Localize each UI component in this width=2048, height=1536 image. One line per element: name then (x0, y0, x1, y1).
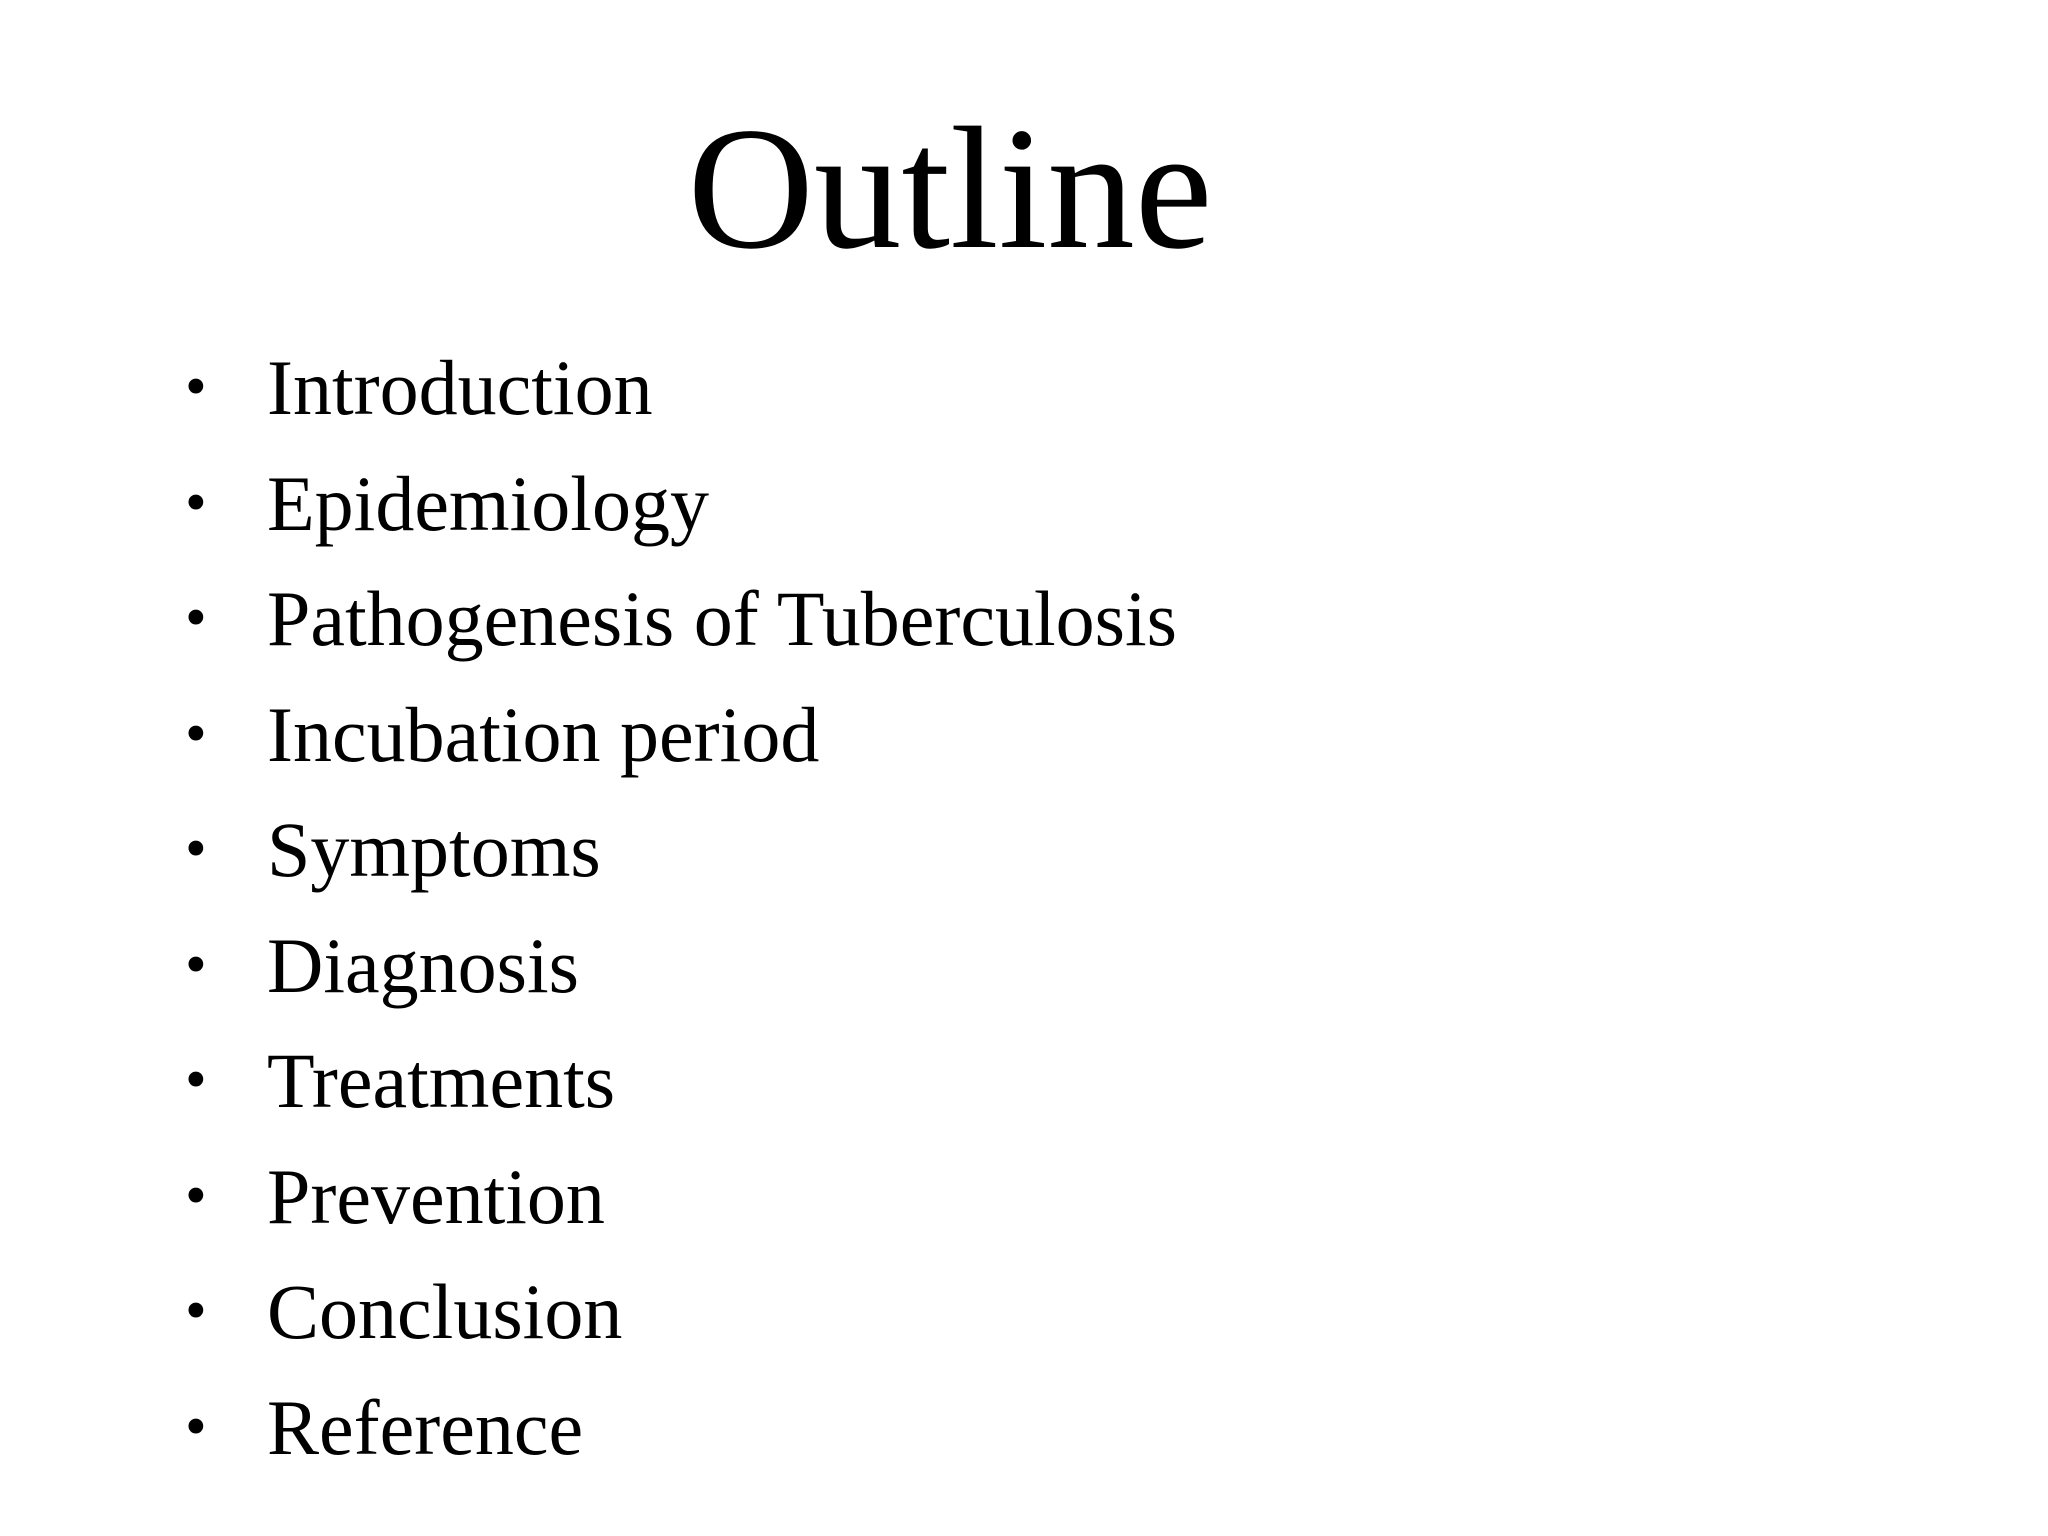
list-item (185, 446, 1177, 562)
list-item (185, 561, 1177, 677)
list-item (185, 677, 1177, 793)
list-item-label: Introduction (267, 344, 653, 431)
list-item-label: Treatments (267, 1037, 616, 1124)
bullet-icon: • (185, 1277, 207, 1345)
bullet-icon: • (185, 1046, 207, 1114)
list-item-label: Reference (267, 1383, 584, 1471)
bullet-icon: • (185, 468, 207, 537)
bullet-icon: • (185, 815, 207, 883)
bullet-icon: • (185, 353, 207, 421)
list-item-label: Epidemiology (267, 459, 709, 547)
list-item (185, 1023, 1177, 1139)
list-item (185, 1370, 1177, 1486)
list-item-label: Pathogenesis of Tuberculosis (267, 575, 1178, 662)
list-item (185, 1254, 1177, 1370)
list-item-label: Diagnosis (267, 921, 579, 1009)
bullet-icon: • (185, 699, 207, 768)
list-item-label: Prevention (267, 1152, 605, 1240)
list-item-label: Conclusion (267, 1268, 623, 1355)
outline-list (185, 330, 1177, 1485)
bullet-icon: • (185, 930, 207, 999)
list-item-label: Incubation period (267, 690, 820, 778)
bullet-icon: • (185, 584, 207, 652)
bullet-icon: • (185, 1392, 207, 1461)
slide-title: Outline (687, 91, 1213, 285)
list-item (185, 908, 1177, 1024)
bullet-icon: • (185, 1161, 207, 1230)
list-item (185, 1139, 1177, 1255)
list-item-label: Symptoms (267, 806, 601, 893)
list-item (185, 792, 1177, 908)
list-item (185, 330, 1177, 446)
